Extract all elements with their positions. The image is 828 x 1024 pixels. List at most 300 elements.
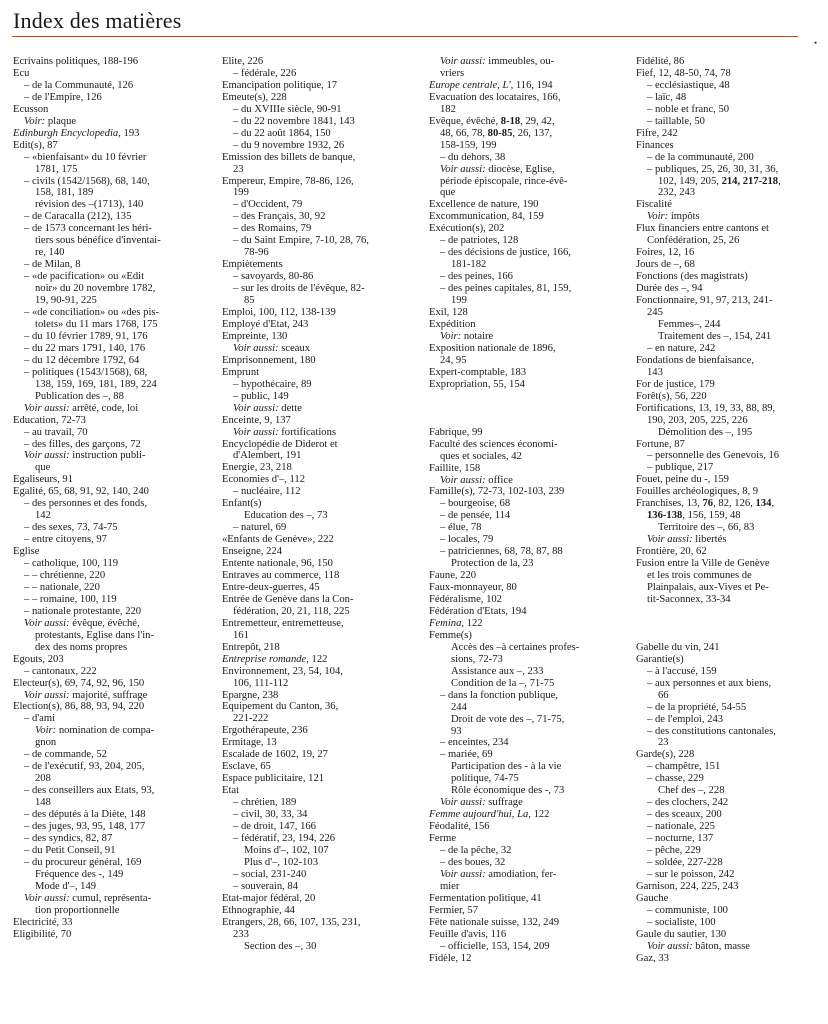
index-subentry: – – romaine, 100, 119 (24, 593, 117, 605)
index-entry: Espace publicitaire, 121 (222, 773, 325, 785)
index-subentry: – chrétien, 189 (233, 797, 297, 809)
index-subentry: politique, 74-75 (451, 773, 519, 785)
index-subentry: Confédération, 25, 26 (647, 235, 740, 247)
index-subentry: – aux personnes et aux biens, (647, 677, 772, 689)
index-subentry: – d'ami (24, 713, 56, 725)
index-subentry: – en nature, 242 (647, 342, 716, 354)
index-subentry: – des décisions de justice, 166, (440, 247, 571, 259)
index-entry: Edit(s), 87 (13, 139, 58, 151)
index-entry: Gauche (636, 892, 669, 904)
index-entry: Encyclopédie de Diderot et (222, 438, 338, 450)
index-subentry: – laïc, 48 (647, 91, 687, 103)
index-subentry: – du 22 mars 1791, 140, 176 (24, 342, 146, 354)
index-subentry: 199 (233, 187, 249, 199)
index-subentry: – champêtre, 151 (647, 761, 721, 773)
index-subentry: Voir aussi: dette (233, 402, 302, 414)
index-subentry: vriers (440, 67, 465, 79)
index-entry: Empereur, Empire, 78-86, 126, (222, 175, 354, 187)
index-subentry: – civils (1542/1568), 68, 140, (24, 175, 150, 187)
index-subentry: – du Saint Empire, 7-10, 28, 76, (233, 235, 369, 247)
index-entry: Fermentation politique, 41 (429, 892, 542, 904)
bold-text: 134 (755, 498, 772, 510)
index-subentry: – officielle, 153, 154, 209 (440, 940, 550, 952)
index-subentry: – des boues, 32 (440, 857, 506, 868)
index-subentry: tit-Saconnex, 33-34 (647, 593, 731, 605)
italic-text: Voir aussi: (24, 689, 70, 701)
index-entry: Entente nationale, 96, 150 (222, 558, 333, 570)
bold-text: 214, 217-218 (721, 175, 779, 187)
index-subentry: – de pensée, 114 (440, 510, 511, 522)
index-subentry: – de droit, 147, 166 (233, 821, 316, 832)
italic-text: Femina (429, 617, 462, 629)
index-entry: Fiscalité (636, 199, 672, 211)
index-entry: Emploi, 100, 112, 138-139 (222, 307, 336, 319)
index-subentry: tolets» du 11 mars 1768, 175 (35, 318, 158, 330)
page-title: Index des matières (13, 8, 182, 33)
index-entry: Fidèle, 12 (429, 952, 472, 964)
index-entry: «Enfants de Genève», 222 (222, 534, 334, 546)
index-subentry: – des Français, 30, 92 (233, 211, 326, 223)
italic-text: Voir aussi: (647, 534, 693, 546)
index-entry: Fouilles archéologiques, 8, 9 (636, 486, 759, 498)
index-subentry: période épiscopale, rince-évê- (440, 175, 568, 187)
index-subentry: Assistance aux –, 233 (451, 665, 544, 677)
index-subentry: – enceintes, 234 (440, 737, 509, 749)
index-subentry: Voir aussi: évêque, évêché, (24, 617, 140, 629)
index-subentry: 158-159, 199 (440, 139, 497, 151)
index-entry: Femina, 122 (429, 617, 483, 629)
index-entry: Féodalité, 156 (429, 821, 490, 833)
index-subentry: – des députés à la Diète, 148 (24, 809, 146, 821)
index-subentry: Publication des –, 88 (35, 390, 124, 402)
index-subentry: – des Romains, 79 (233, 223, 312, 235)
index-entry: Fermier, 57 (429, 904, 479, 916)
index-subentry: 232, 243 (658, 187, 696, 199)
index-subentry: Accès des –à certaines profes- (451, 641, 580, 653)
index-entry: Fouet, peine du -, 159 (636, 474, 729, 486)
index-subentry: mier (440, 880, 460, 892)
index-subentry: – à l'accusé, 159 (647, 665, 717, 677)
index-entry: Gabelle du vin, 241 (636, 641, 720, 653)
index-subentry: – mariée, 69 (440, 749, 493, 761)
index-subentry: – de la Communauté, 126 (24, 79, 134, 91)
index-column-3 (429, 56, 621, 965)
index-subentry: Voir: notaire (440, 330, 494, 342)
section-gap (429, 391, 621, 403)
italic-text: Voir aussi: (440, 868, 486, 880)
index-entry: Etat (222, 785, 240, 797)
italic-text: Edinburgh Encyclopedia (13, 127, 119, 139)
index-subentry: Voir aussi: arrêté, code, loi (24, 402, 139, 414)
index-entry: Forêt(s), 56, 220 (636, 390, 707, 402)
index-subentry: 233 (233, 928, 249, 940)
index-subentry: Voir: nomination de compa- (35, 725, 155, 737)
index-subentry: – savoyards, 80-86 (233, 271, 314, 283)
index-entry: Energie, 23, 218 (222, 462, 292, 474)
index-subentry: sions, 72-73 (451, 653, 503, 665)
index-subentry: Rôle économique des -, 73 (451, 785, 565, 797)
index-subentry: Protection de la, 23 (451, 558, 534, 570)
index-entry: Gaule du sautier, 130 (636, 928, 727, 940)
index-subentry: Voir aussi: bâton, masse (647, 940, 750, 952)
index-subentry: Education des –, 73 (244, 510, 328, 522)
index-entry: Fifre, 242 (636, 127, 678, 139)
index-subentry: – politiques (1543/1568), 68, (24, 366, 148, 378)
index-subentry: – nucléaire, 112 (233, 486, 301, 498)
index-entry: Esclave, 65 (222, 761, 271, 773)
index-subentry: et les trois communes de (647, 569, 752, 581)
index-entry: Emprunt (222, 366, 260, 378)
index-subentry: 24, 95 (440, 354, 467, 366)
index-entry: Evacuation des locataires, 166, (429, 91, 561, 103)
index-subentry: 136-138, 156, 159, 48 (647, 510, 741, 522)
index-subentry: Chef des –, 228 (658, 785, 725, 797)
index-subentry: – «bienfaisant» du 10 février (24, 151, 147, 163)
index-subentry: 85 (244, 295, 255, 307)
index-subentry: – nationale protestante, 220 (24, 605, 142, 617)
index-entry: Equipement du Canton, 36, (222, 701, 339, 713)
index-entry: Foires, 12, 16 (636, 247, 695, 259)
index-entry: Fonctionnaire, 91, 97, 213, 241- (636, 295, 773, 307)
index-subentry: – des juges, 93, 95, 148, 177 (24, 821, 146, 832)
index-subentry: – de Milan, 8 (24, 259, 81, 271)
index-subentry: – hypothécaire, 89 (233, 378, 312, 390)
index-subentry: 221-222 (233, 713, 269, 725)
italic-text: Voir aussi: (24, 892, 70, 904)
index-subentry: 23 (233, 163, 244, 175)
index-entry: Exécution(s), 202 (429, 223, 505, 235)
index-column-1 (13, 56, 205, 941)
index-subentry: tiers sous bénéfice d'inventai- (35, 235, 161, 247)
index-subentry: 23 (658, 737, 669, 749)
index-entry: Egalité, 65, 68, 91, 92, 140, 240 (13, 486, 149, 498)
index-subentry: 244 (451, 701, 467, 713)
italic-text: Voir: (440, 330, 462, 342)
index-entry: Ergothérapeute, 236 (222, 725, 308, 737)
index-entry: Ecrivains politiques, 188-196 (13, 56, 139, 67)
index-subentry: Traitement des –, 154, 241 (658, 330, 772, 342)
index-entry: Egouts, 203 (13, 653, 64, 665)
index-subentry: Fréquence des -, 149 (35, 868, 124, 880)
index-subentry: Voir aussi: fortifications (233, 426, 336, 438)
index-subentry: Condition de la –, 71-75 (451, 677, 555, 689)
index-entry: Exil, 128 (429, 307, 468, 319)
italic-text: Entreprise romande (222, 653, 307, 665)
index-subentry: Voir: plaque (24, 115, 77, 127)
index-subentry: gnon (35, 737, 57, 749)
index-subentry: 199 (451, 295, 467, 307)
index-subentry: 148 (35, 797, 51, 809)
italic-text: Voir aussi: (24, 402, 70, 414)
index-subentry: ques et sociales, 42 (440, 450, 522, 462)
index-subentry: – des filles, des garçons, 72 (24, 438, 141, 450)
index-subentry: Voir aussi: diocèse, Eglise, (440, 163, 555, 175)
index-entry: Empreinte, 130 (222, 330, 288, 342)
italic-text: Voir aussi: (233, 402, 279, 414)
index-subentry: – de la propriété, 54-55 (647, 701, 747, 713)
margin-mark: • (814, 38, 818, 48)
index-subentry: 138, 159, 169, 181, 189, 224 (35, 378, 157, 390)
italic-text: Voir: (647, 211, 669, 223)
index-entry: Elite, 226 (222, 56, 264, 67)
index-subentry: – pêche, 229 (647, 845, 701, 857)
index-entry: Entraves au commerce, 118 (222, 569, 340, 581)
index-subentry: – dans la fonction publique, (440, 689, 558, 701)
index-entry: Garantie(s) (636, 653, 684, 665)
index-subentry: – du XVIIIe siècle, 90-91 (233, 103, 342, 115)
section-gap (636, 618, 820, 630)
index-subentry: 161 (233, 629, 249, 641)
index-entry: Epargne, 238 (222, 689, 279, 701)
index-entry: Femme aujourd'hui, La, 122 (429, 809, 550, 821)
index-subentry: révision des –(1713), 140 (35, 199, 144, 211)
title-rule (12, 36, 798, 37)
index-subentry: Démolition des –, 195 (658, 426, 753, 438)
index-subentry: – chasse, 229 (647, 773, 704, 785)
index-subentry: 1781, 175 (35, 163, 78, 175)
index-entry: Ferme (429, 833, 457, 845)
index-subentry: – de 1573 concernant les héri- (24, 223, 152, 235)
index-subentry: 106, 111-112 (233, 677, 289, 689)
index-subentry: – souverain, 84 (233, 880, 299, 892)
index-subentry: Voir aussi: office (440, 474, 513, 486)
italic-text: Voir aussi: (440, 163, 486, 175)
index-entry: Gaz, 33 (636, 952, 669, 964)
index-entry: Fortune, 87 (636, 438, 685, 450)
index-entry: Education, 72-73 (13, 414, 86, 426)
index-subentry: – bourgeoise, 68 (440, 498, 511, 510)
index-subentry: – soldée, 227-228 (647, 857, 723, 868)
index-subentry: 190, 203, 205, 225, 226 (647, 414, 748, 426)
index-subentry: 66 (658, 689, 669, 701)
index-subentry: 19, 90-91, 225 (35, 295, 97, 307)
index-entry: Feuille d'avis, 116 (429, 928, 507, 940)
index-entry: Fief, 12, 48-50, 74, 78 (636, 67, 731, 79)
index-subentry: protestants, Eglise dans l'in- (35, 629, 155, 641)
index-entry: Empiètements (222, 259, 283, 271)
index-entry: Faculté des sciences économi- (429, 438, 558, 450)
index-subentry: – des sceaux, 200 (647, 809, 722, 821)
index-subentry: 182 (440, 103, 456, 115)
index-subentry: – taillable, 50 (647, 115, 705, 127)
index-subentry: – locales, 79 (440, 534, 494, 546)
index-subentry: Mode d'–, 149 (35, 880, 97, 892)
index-entry: Edinburgh Encyclopedia, 193 (13, 127, 140, 139)
index-entry: Escalade de 1602, 19, 27 (222, 749, 328, 761)
index-subentry: fédération, 20, 21, 118, 225 (233, 605, 350, 617)
index-subentry: – des peines capitales, 81, 159, (440, 283, 572, 295)
italic-text: Voir aussi: (24, 450, 70, 462)
index-subentry: – des syndics, 82, 87 (24, 832, 113, 844)
index-subentry: – de l'emploi, 243 (647, 713, 724, 725)
index-subentry: – sur les droits de l'évêque, 82- (233, 283, 365, 295)
index-subentry: – du 22 novembre 1841, 143 (233, 115, 355, 127)
index-subentry: Voir aussi: libertés (647, 534, 727, 546)
bold-text: 8-18 (500, 115, 521, 127)
index-subentry: que (35, 462, 51, 474)
index-subentry: – du 22 août 1864, 150 (233, 127, 331, 139)
section-gap (636, 606, 820, 618)
index-entry: Emeute(s), 228 (222, 91, 287, 103)
index-subentry: – fédérale, 226 (233, 67, 297, 79)
index-subentry: – – chrétienne, 220 (24, 569, 106, 581)
index-subentry: Voir: impôts (647, 211, 700, 223)
index-entry: Faux-monnayeur, 80 (429, 582, 517, 594)
index-entry: Fondations de bienfaisance, (636, 354, 754, 366)
index-subentry: – nationale, 225 (647, 821, 715, 833)
index-entry: Expropriation, 55, 154 (429, 378, 525, 390)
index-column-4 (636, 56, 820, 965)
index-subentry: noir» du 20 novembre 1782, (35, 283, 156, 295)
index-entry: Ecusson (13, 103, 49, 115)
index-subentry: 208 (35, 773, 51, 785)
index-entry: Garnison, 224, 225, 243 (636, 880, 739, 892)
section-gap (429, 415, 621, 427)
index-subentry: 158, 181, 189 (35, 187, 94, 199)
index-subentry: – public, 149 (233, 390, 289, 402)
index-entry: Enfant(s) (222, 498, 262, 510)
index-entry: Faune, 220 (429, 570, 477, 582)
index-entry: Femme(s) (429, 629, 472, 641)
index-entry: Fidélité, 86 (636, 56, 685, 67)
index-subentry: 143 (647, 366, 663, 378)
index-subentry: – au travail, 70 (24, 426, 88, 438)
index-subentry: – d'Occident, 79 (233, 199, 303, 211)
index-entry: Fabrique, 99 (429, 426, 483, 438)
index-subentry: – de Caracalla (212), 135 (24, 211, 132, 223)
index-subentry: re, 140 (35, 247, 65, 259)
index-entry: Finances (636, 139, 674, 151)
index-subentry: – du 9 novembre 1932, 26 (233, 139, 345, 151)
index-subentry: que (440, 187, 456, 199)
index-subentry: – entre citoyens, 97 (24, 534, 107, 546)
index-entry: Economies d'–, 112 (222, 474, 306, 486)
index-subentry: – de patriotes, 128 (440, 235, 519, 247)
index-subentry: 102, 149, 205, 214, 217-218, (658, 175, 781, 187)
index-subentry: – du procureur général, 169 (24, 856, 142, 868)
index-subentry: Moins d'–, 102, 107 (244, 844, 329, 856)
index-subentry: Territoire des –, 66, 83 (658, 522, 755, 534)
index-entry: Excommunication, 84, 159 (429, 211, 544, 223)
index-subentry: d'Alembert, 191 (233, 450, 302, 462)
index-subentry: – «de pacification» ou «Edit (24, 271, 145, 283)
index-subentry: – nocturne, 137 (647, 833, 714, 845)
index-subentry: – du Petit Conseil, 91 (24, 844, 116, 856)
index-entry: Durée des –, 94 (636, 283, 703, 295)
index-subentry: – des clochers, 242 (647, 797, 729, 809)
index-entry: Entremetteur, entremetteuse, (222, 617, 344, 629)
index-entry: For de justice, 179 (636, 378, 715, 390)
index-entry: Jours de –, 68 (636, 259, 695, 271)
index-entry: Entrée de Genève dans la Con- (222, 593, 354, 605)
index-entry: Electricité, 33 (13, 916, 73, 928)
index-subentry: Voir aussi: cumul, représenta- (24, 892, 152, 904)
index-subentry: – social, 231-240 (233, 868, 307, 880)
index-subentry: – patriciennes, 68, 78, 87, 88 (440, 546, 563, 558)
index-subentry: – fédératif, 23, 194, 226 (233, 832, 336, 844)
index-subentry: Voir aussi: suffrage (440, 797, 523, 809)
index-entry: Ecu (13, 67, 30, 79)
index-subentry: – naturel, 69 (233, 522, 287, 534)
index-entry: Frontière, 20, 62 (636, 546, 707, 558)
index-subentry: – «de conciliation» ou «des pis- (24, 307, 160, 319)
index-entry: Enseigne, 224 (222, 546, 283, 558)
index-subentry: – communiste, 100 (647, 904, 728, 916)
index-entry: Excellence de nature, 190 (429, 199, 539, 211)
index-subentry: 48, 66, 78, 80-85, 26, 137, (440, 127, 553, 139)
index-subentry: dex des noms propres (35, 641, 128, 653)
index-entry: Emission des billets de banque, (222, 151, 356, 163)
bold-text: 76 (702, 498, 714, 510)
index-subentry: Plainpalais, aux-Vives et Pe- (647, 581, 769, 593)
index-subentry: – publique, 217 (647, 462, 714, 474)
index-subentry: – des conseillers aux Etats, 93, (24, 785, 155, 797)
italic-text: Voir aussi: (647, 940, 693, 952)
index-entry: Faillite, 158 (429, 462, 481, 474)
index-subentry: – civil, 30, 33, 34 (233, 809, 308, 821)
italic-text: Femme aujourd'hui, La (429, 809, 529, 821)
index-subentry: Voir aussi: instruction publi- (24, 450, 146, 462)
index-entry: Exposition nationale de 1896, (429, 342, 556, 354)
index-subentry: – des personnes et des fonds, (24, 498, 147, 510)
index-entry: Garde(s), 228 (636, 749, 695, 761)
index-entry: Enceinte, 9, 137 (222, 414, 291, 426)
section-gap (636, 630, 820, 642)
index-subentry: Femmes–, 244 (658, 318, 721, 330)
index-entry: Expert-comptable, 183 (429, 366, 527, 378)
index-subentry: – du 10 février 1789, 91, 176 (24, 330, 148, 342)
index-entry: Etrangers, 28, 66, 107, 135, 231, (222, 916, 361, 928)
index-entry: Environnement, 23, 54, 104, (222, 665, 343, 677)
index-subentry: – du dehors, 38 (440, 151, 506, 163)
index-entry: Expédition (429, 318, 476, 330)
index-entry: Fête nationale suisse, 132, 249 (429, 916, 560, 928)
index-subentry: tion proportionnelle (35, 904, 120, 916)
index-entry: Fusion entre la Ville de Genève (636, 558, 770, 570)
index-subentry: – des peines, 166 (440, 271, 513, 283)
index-entry: Egaliseurs, 91 (13, 474, 74, 486)
italic-text: Voir aussi: (440, 797, 486, 809)
italic-text: Voir aussi: (440, 474, 486, 486)
italic-text: Voir aussi: (24, 617, 70, 629)
index-subentry: – de l'exécutif, 93, 204, 205, (24, 761, 145, 773)
index-entry: Entrepôt, 218 (222, 641, 280, 653)
index-entry: Election(s), 86, 88, 93, 94, 220 (13, 701, 145, 713)
italic-text: Voir aussi: (440, 56, 486, 67)
index-subentry: 142 (35, 510, 51, 522)
index-subentry: Participation des - à la vie (451, 761, 562, 773)
index-subentry: Section des –, 30 (244, 940, 317, 952)
index-entry: Franchises, 13, 76, 82, 126, 134, (636, 498, 775, 510)
index-subentry: – de l'Empire, 126 (24, 91, 102, 103)
index-subentry: – du 12 décembre 1792, 64 (24, 354, 140, 366)
index-subentry: – noble et franc, 50 (647, 103, 730, 115)
index-entry: Emprisonnement, 180 (222, 354, 316, 366)
index-subentry: – cantonaux, 222 (24, 665, 97, 677)
section-gap (429, 403, 621, 415)
index-subentry: – ecclésiastique, 48 (647, 79, 730, 91)
italic-text: Voir aussi: (233, 426, 279, 438)
index-subentry: – sur le poisson, 242 (647, 868, 735, 880)
index-column-2 (222, 56, 414, 952)
index-entry: Etat-major fédéral, 20 (222, 892, 316, 904)
index-subentry: Voir aussi: amodiation, fer- (440, 868, 557, 880)
index-entry: Fortifications, 13, 19, 33, 88, 89, (636, 402, 776, 414)
index-subentry: – de la communauté, 200 (647, 151, 754, 163)
index-subentry: – de la pêche, 32 (440, 845, 512, 857)
index-subentry: – personnelle des Genevois, 16 (647, 450, 780, 462)
index-entry: Flux financiers entre cantons et (636, 223, 769, 235)
